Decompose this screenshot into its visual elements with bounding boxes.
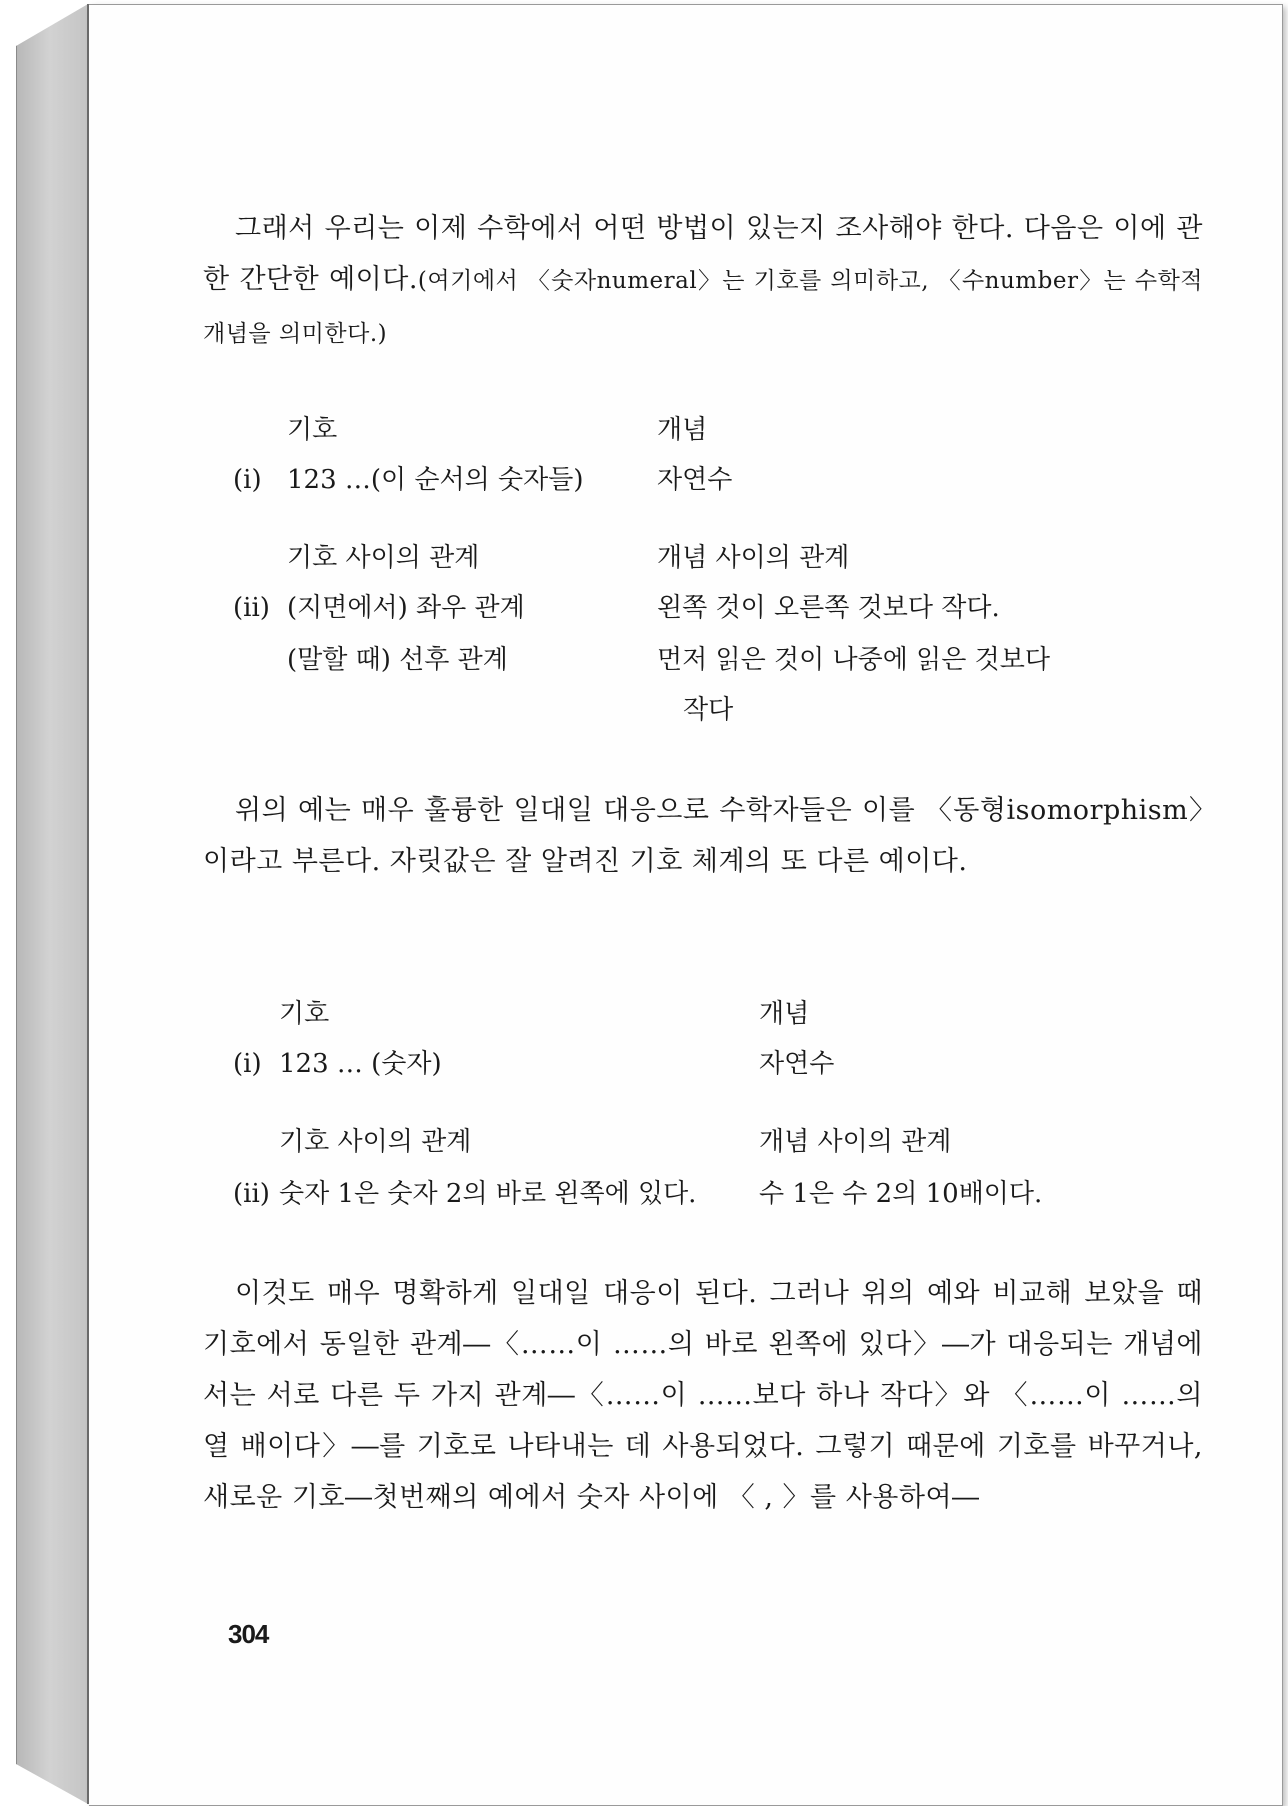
table1-header-concept-relation: 개념 사이의 관계 — [657, 543, 850, 573]
paragraph-3 — [203, 1268, 1203, 1523]
table2-row-ii-concept: 수 1은 수 2의 10배이다. — [759, 1179, 1043, 1209]
paragraph-3-text: 이것도 매우 명확하게 일대일 대응이 된다. 그러나 위의 예와 비교해 보았을 때 기호에서 동일한 관계―〈……이 ……의 바로 왼쪽에 있다〉―가 대응되는 개념에서는 서로 다른 두 가지 관계―〈……이 ……보다 하나 작다〉와 〈……이 ……의 열 배이다〉―를 기호로 나타내는 데 사용되었다. 그렇기 때문에 기호를 바꾸거나, 새로운 기호―첫번째의 예에서 숫자 사이에 〈 , 〉를 사용하여― — [203, 1278, 1203, 1513]
table1-row-ii-symbol-a: (지면에서) 좌우 관계 — [287, 593, 525, 623]
table2-row-ii-label: (ii) — [233, 1179, 270, 1209]
table1-row-ii-concept-b-line1: 먼저 읽은 것이 나중에 읽은 것보다 — [657, 645, 1050, 675]
paragraph-1-text: 그래서 우리는 이제 수학에서 어떤 방법이 있는지 조사해야 한다. 다음은 이에 관한 간단한 예이다. — [203, 213, 1203, 295]
table1-row-ii-label: (ii) — [233, 593, 270, 623]
paragraph-1-note: (여기에서 〈숫자numeral〉는 기호를 의미하고, 〈수number〉는 수학적 개념을 의미한다.) — [203, 268, 1204, 347]
table1-row-i-label: (i) — [233, 465, 262, 495]
table1-row-ii-concept-b-line2: 작다 — [683, 695, 734, 725]
table1-header-concept: 개념 — [657, 415, 708, 445]
book-page — [89, 4, 1283, 1806]
table2-header-concept: 개념 — [759, 999, 810, 1029]
table2-row-i-symbol: 123 … (숫자) — [279, 1049, 442, 1079]
table1-row-ii-symbol-b: (말할 때) 선후 관계 — [287, 645, 508, 675]
table1-header-symbol: 기호 — [287, 415, 338, 445]
table1-header-symbol-relation: 기호 사이의 관계 — [287, 543, 480, 573]
book-spine — [16, 4, 89, 1804]
table1-row-i-concept: 자연수 — [657, 465, 733, 495]
table2-row-ii-symbol: 숫자 1은 숫자 2의 바로 왼쪽에 있다. — [279, 1179, 697, 1209]
table1-row-i-symbol: 123 …(이 순서의 숫자들) — [287, 465, 584, 495]
paragraph-2 — [203, 785, 1203, 887]
table2-header-concept-relation: 개념 사이의 관계 — [759, 1127, 952, 1157]
table1-row-ii-concept-a: 왼쪽 것이 오른쪽 것보다 작다. — [657, 593, 1000, 623]
table2-row-i-label: (i) — [233, 1049, 262, 1079]
table2-header-symbol-relation: 기호 사이의 관계 — [279, 1127, 472, 1157]
table2-row-i-concept: 자연수 — [759, 1049, 835, 1079]
page-number: 304 — [228, 1619, 269, 1649]
paragraph-2-text: 위의 예는 매우 훌륭한 일대일 대응으로 수학자들은 이를 〈동형isomorphism〉이라고 부른다. 자릿값은 잘 알려진 기호 체계의 또 다른 예이다. — [203, 795, 1203, 877]
table2-header-symbol: 기호 — [279, 999, 330, 1029]
paragraph-1 — [203, 203, 1203, 360]
